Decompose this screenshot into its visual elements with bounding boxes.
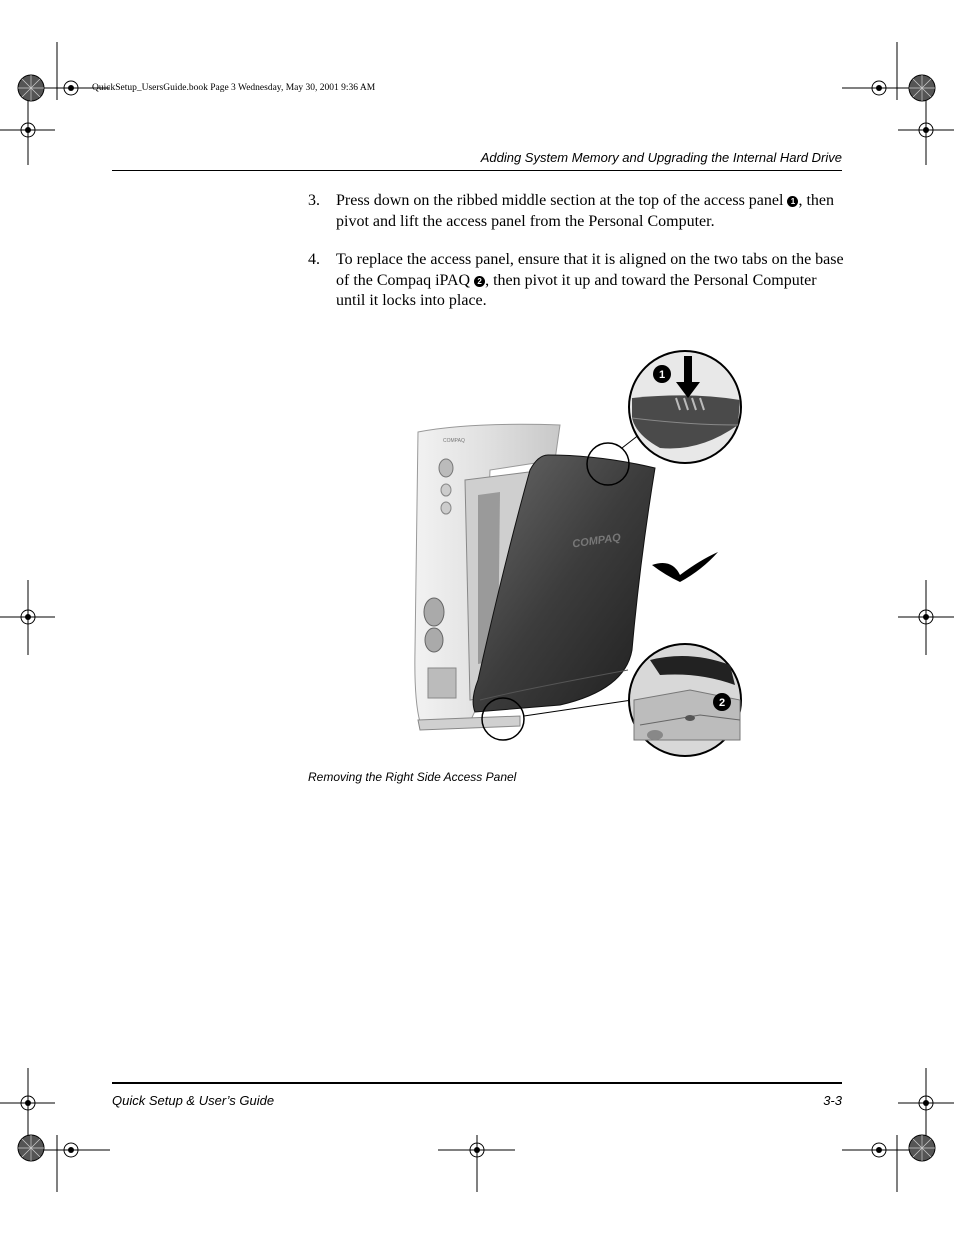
running-header: Adding System Memory and Upgrading the Internal Hard Drive	[480, 150, 842, 165]
panel-logo: COMPAQ	[571, 531, 622, 551]
pivot-arrow	[652, 552, 718, 582]
detail-2-zoom	[629, 644, 741, 756]
step-number: 4.	[308, 251, 320, 268]
step-text: To replace the access panel, ensure that it is aligned on the two tabs on the base of the Compaq iPAQ 2 , then pivot it up and toward the Personal Computer until it locks into place.	[336, 251, 844, 309]
detail-1-zoom	[629, 351, 741, 463]
header-rule	[112, 170, 842, 171]
callout-2-icon: 2	[474, 276, 485, 287]
step-3	[308, 191, 848, 233]
step-text: Press down on the ribbed middle section at the top of the access panel 1 , then pivot and lift the access panel from the Personal Computer.	[336, 192, 834, 230]
callout-1-icon: 1	[787, 196, 798, 207]
page-number: 3-3	[823, 1093, 842, 1108]
file-slug: QuickSetup_UsersGuide.book Page 3 Wednesday, May 30, 2001 9:36 AM	[92, 83, 376, 93]
footer-rule	[112, 1082, 842, 1084]
footer-title: Quick Setup & User’s Guide	[112, 1093, 275, 1108]
figure-caption: Removing the Right Side Access Panel	[308, 770, 517, 784]
callout-1-label: 1	[658, 369, 666, 381]
access-panel-illustration	[400, 345, 750, 760]
step-4	[308, 250, 848, 312]
tower-logo: COMPAQ	[443, 438, 465, 444]
step-number: 3.	[308, 192, 320, 209]
callout-2-label: 2	[718, 697, 726, 709]
